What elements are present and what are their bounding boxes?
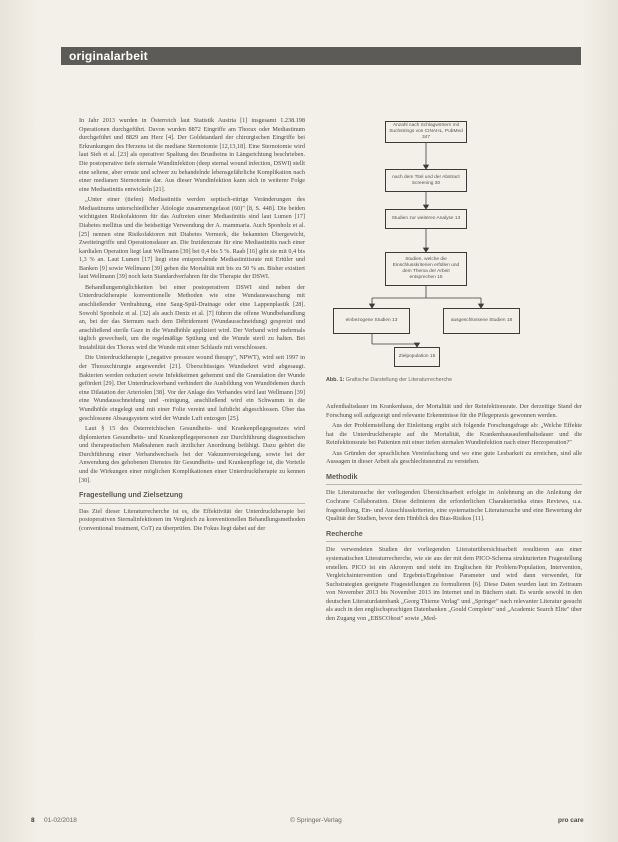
- figure-caption-text: Grafische Darstellung der Literaturrecherche: [345, 377, 453, 383]
- left-column: [79, 117, 305, 782]
- journal-name: pro care: [558, 817, 584, 824]
- paragraph: Die verwendeten Studien der vorliegenden Literaturübersichtsarbeit resultieren aus einer systematischen Literaturrecherche, wie sie aus der mit dem PICO-Schema strukturierten Fragestellung erstellen. PICO ist ein Akronym und steht im Englischen für Problem/Population, Intervention, Vergleichsintervention und Ergebnis/Ergebnisse Parameter und wird dann verwendet, für Suchstrategien geeignete Fragestellungen zu formulieren [6]. Diese Daten wurden laut im Zeitraum von November 2013 bis November 2013 im Internet und in Büchern statt. Es wurde sowohl in den deutschen Literaturdatenbank „Georg Thieme Verlag" und „Springer" nach relevanter Literatur gesucht als auch in den englischsprachigen Datenbanken „Gould Complete" und „Academic Search Elite" über den Zugang von „EBSCOhost" sowie „Med-: [326, 546, 582, 623]
- flowchart-box-included: einbezogene Studien 13: [333, 308, 410, 334]
- flowchart-box-eligible: Studien, welche die Einschlusskriterien erfüllen und dem Thema der Arbeit entsprechen 15: [385, 252, 467, 286]
- heading-rule: [326, 484, 582, 485]
- paragraph: Die Unterdrucktherapie („negative pressure wound therapy", NPWT), wird seit 1997 in der Thoraxchirurgie angewendet [21]. Überschüssiges Wundsekret wird abgesaugt. Bakterien werden reduziert sowie Infektkeimen gehemmt und die Granulation der Wunde gefördert [29]. Der Unterdruckverband verhindert die Ausbildung von Wundödemen durch eine Dilatation der Arteriolen [38]. Vor der Anlage des Verbandes wird laut Wellmann [39] eine Wundausschneidung und -reinigung, anschließend wird ein Schwamm in die Wundhöhle eingelegt und mit einer Folie vereint und luftdicht abgeschlossen. Über das geschlossene Absaugsystem wird der Wunde Luft entzogen [25].: [79, 354, 305, 422]
- paragraph: Aus Gründen der sprachlichen Vereinfachung und wo eine gute Lesbarkeit zu erreichen, sind alle Aussagen in dieser Arbeit als geschlechtsneutral zu verstehen.: [326, 449, 582, 466]
- paragraph: In Jahr 2013 wurden in Österreich laut Statistik Austria [1] insgesamt 1.238.198 Operationen durchgeführt. Davon wurden 8872 Eingriffe am Thorax oder Mediastinum durchgeführt und 8829 am Herz [4]. Der Goldstandard der chirurgischen Eingriffe bei Erkrankungen des Herzens ist die mediane Sternotomie [12,13,18]. Eine Sternotomie wird laut Sieh et al. [23] als operativer Spaltung des Brustbeins in Längsrichtung beschrieben. Die postoperative tiefe sternale Wundinfektion (deep sternal wound infection, DSWI) stellt eine seltene, aber ernste und schwer zu behandelnde lebensgefährliche Komplikation nach einer medianen Sternotomie dar. Aus dieser Wundinfektion kann sich in weiterer Folge eine Mediastinitis entwickeln [21].: [79, 117, 305, 193]
- section-heading-fragestellung: Fragestellung und Zielsetzung: [79, 490, 183, 500]
- publisher: © Springer-Verlag: [290, 817, 342, 824]
- paragraph: Behandlungsmöglichkeiten bei einer postoperativen DSWI sind neben der Unterdrucktherapie konventionelle Methoden wie eine Wundauswaschung mit anschließender Verdrahtung, eine Saug-Spül-Drainage oder eine Lappenplastik [28]. Sowohl Sponholz et al. [32] als auch Deniz et al. [7] führen die offene Wundbehandlung an, bei der das Sternum nach dem Débridement (Wundausschneidung) gespreizt und anschließend sterile Gaze in die Wundhöhle appliziert wird. Der Verband wird mehrmals täglich gewechselt, um die regelmäßige Spülung und die Wunde steril zu halten. Bei Instabilität des Thorax wird die Wunde mit einer Schlaufe mit verschlossen.: [79, 283, 305, 352]
- section-heading-recherche: Recherche: [326, 528, 363, 538]
- paragraph: Das Ziel dieser Literaturrecherche ist es, die Effektivität der Unterdrucktherapie bei postoperativen Sternalinfektionen im Vergleich zu konventionellen Behandlungsmethoden (conventional treatment, CoT) zu überprüfen. Die Fokus liegt dabei auf der: [79, 507, 305, 532]
- figure-caption-label: Abb. 1:: [326, 377, 345, 383]
- section-title: originalarbeit: [69, 49, 148, 63]
- paragraph: Aus der Problemstellung der Einleitung ergibt sich folgende Forschungsfrage ab: „Welche Effekte hat die Unterdrucktherapie auf die Mortalität, die Krankenhausaufenthaltsdauer und die Reinfektionsrate bei Patienten mit einer tiefen sternalen Wundinfektion nach einer Herzoperation?": [326, 421, 582, 447]
- paragraph: Aufenthaltsdauer im Krankenhaus, der Mortalität und der Reinfektionsrate. Der derzeitige Stand der Forschung soll aufgezeigt und relevante Erkenntnisse für die Pflegepraxis gewonnen werden.: [326, 403, 582, 419]
- paragraph: „Unter einer (tiefen) Mediastinitis werden septisch-eitrige Veränderungen des Mediastinums unterschiedlicher Ätiologie zusammengefasst (60)" [8, S. 448]. Die beiden wichtigsten Risikofaktoren für das Auftreten einer Mediastinitis sind laut Lumen [17] Diabetes mellitus und die beidseitige Verwendung der A. mammaria. Auch Sponholz et al. [25] nennen eine Risikofaktoren mit Diabetes Vermerk, die bekannten Übergewicht, Zweiteingriffe und Operationsdauer an. Die Inzidenzrate für eine Mediastinitis nach einer kardialen Operation liegt laut Wellmann [39] bei 0,4 bis 5 %. Raab [16] gibt sie mit 0,4 bis 1,3 % an. Laut Lumen [17] liegt eine entsprechende Mediastinitisrate mit Ertüler und Banken [9] sowie Wellmann [39] geben die Mortalität mit bis zu 50 % an. Bisher existiert laut Wellmann [39] noch kein Standardverfahren für die Therapie der DSWI.: [79, 196, 305, 281]
- flowchart-box-search: Anzahl nach Schlagwörtern mit Suchstrings von CINAHL, PubMed 347: [385, 121, 467, 143]
- section-heading-methodik: Methodik: [326, 471, 358, 481]
- flowchart-box-final: Zielpopulation 15: [394, 347, 440, 367]
- flowchart-box-screening: nach dem Titel und der Abstract Screening 30: [385, 169, 467, 192]
- heading-rule: [79, 503, 305, 504]
- issue-date: 01-02/2018: [44, 817, 77, 824]
- page-number: 8: [31, 817, 35, 824]
- flowchart-box-analysis: Studien zur weiteren Analyse 13: [385, 209, 467, 229]
- flowchart-box-excluded: ausgeschlossene Studien 18: [443, 308, 520, 334]
- right-column: [326, 403, 582, 625]
- heading-rule: [326, 541, 582, 542]
- figure-caption: [326, 377, 582, 383]
- paragraph: Die Literatursuche der vorliegenden Übersichtsarbeit erfolgte in Anlehnung an die Anleitung der Cochrane Collaboration. Diese definieren die erforderlichen Charakteristika eines Reviews, u.a. fragestellung, Ein- und Ausschlusskriterien, eine systematische Literatursuche und eine Bewertung der Qualität der Studien, bevor dem Hinblick des Bias-Risikos [11].: [326, 489, 582, 523]
- paragraph: Laut § 15 des Österreichischen Gesundheits- und Krankenpflegegesetzes wird diplomierten Gesundheits- und Krankenpflegepersonen zur Durchführung diagnostischen und therapeutischen Maßnahmen nach ärztlicher Anordnung befähigt. Dazu gehört die Durchführung einer Verbandwechsels bei der Vakuumversiegelung, sowie bei der Anwendung des gehobenen Dienstes für Gesundheits- und Krankenpflege ist, die Vorteile und die Wirkungen einer möglichen Komplikationen einer Unterdrucktherapie zu kennen [30].: [79, 424, 305, 484]
